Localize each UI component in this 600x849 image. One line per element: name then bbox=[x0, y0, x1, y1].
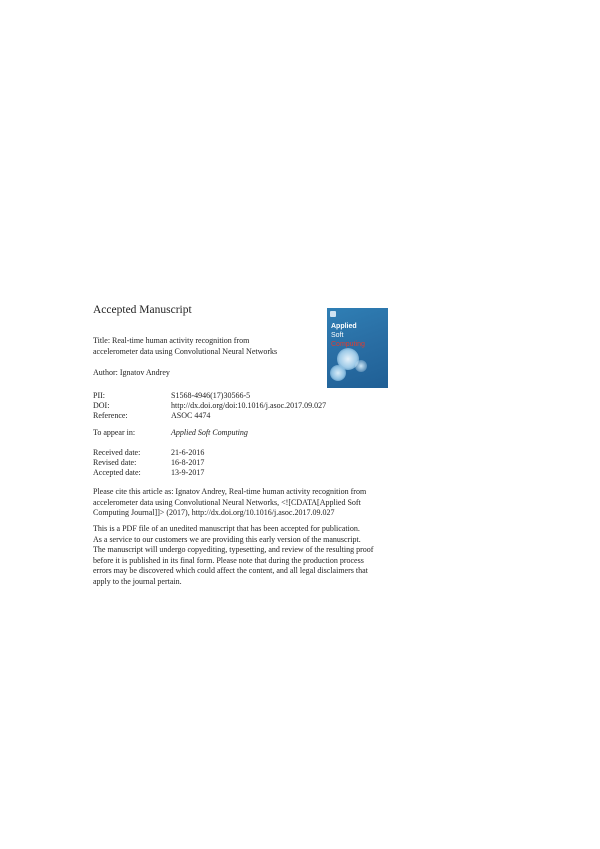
identifier-label: PII: bbox=[93, 391, 105, 400]
date-row bbox=[93, 458, 393, 468]
identifier-value: ASOC 4474 bbox=[171, 411, 211, 420]
identifier-label: Reference: bbox=[93, 411, 128, 420]
citation-line: Computing Journal]]> (2017), http://dx.doi.org/10.1016/j.asoc.2017.09.027 bbox=[93, 508, 335, 518]
identifier-row bbox=[93, 401, 393, 411]
cover-decoration bbox=[355, 360, 367, 372]
journal-name: Applied Soft Computing bbox=[171, 428, 248, 437]
notice-line: errors may be discovered which could affect the content, and all legal disclaimers that bbox=[93, 566, 368, 576]
article-title-line: accelerometer data using Convolutional Neural Networks bbox=[93, 346, 278, 356]
date-label: Received date: bbox=[93, 448, 141, 457]
date-row bbox=[93, 468, 393, 478]
identifier-row bbox=[93, 411, 393, 421]
article-author: Author: Ignatov Andrey bbox=[93, 368, 170, 377]
date-value: 21-6-2016 bbox=[171, 448, 205, 457]
date-label: Revised date: bbox=[93, 458, 137, 467]
cover-decoration bbox=[330, 365, 346, 381]
identifier-list bbox=[93, 391, 393, 421]
journal-cover-image bbox=[327, 308, 388, 388]
appear-label: To appear in: bbox=[93, 428, 136, 437]
appear-in bbox=[93, 428, 393, 438]
citation-line: Please cite this article as: Ignatov Andrey, Real-time human activity recognition from bbox=[93, 487, 367, 496]
notice-line: before it is published in its final form. Please note that during the production process bbox=[93, 555, 364, 565]
appear-row bbox=[93, 428, 393, 438]
publisher-logo-icon bbox=[330, 311, 336, 317]
date-list bbox=[93, 448, 393, 478]
citation-paragraph bbox=[93, 487, 388, 519]
date-label: Accepted date: bbox=[93, 468, 141, 477]
notice-line: apply to the journal pertain. bbox=[93, 576, 182, 586]
page-title: Accepted Manuscript bbox=[93, 304, 192, 316]
citation-line: accelerometer data using Convolutional Neural Networks, <![CDATA[Applied Soft bbox=[93, 497, 361, 507]
date-value: 13-9-2017 bbox=[171, 468, 205, 477]
identifier-label: DOI: bbox=[93, 401, 110, 410]
date-value: 16-8-2017 bbox=[171, 458, 205, 467]
notice-line: This is a PDF file of an unedited manuscript that has been accepted for publication. bbox=[93, 524, 360, 533]
cover-word: Soft bbox=[331, 332, 344, 339]
identifier-value: S1568-4946(17)30566-5 bbox=[171, 391, 251, 400]
cover-word: Applied bbox=[331, 323, 357, 330]
doi-link[interactable]: http://dx.doi.org/doi:10.1016/j.asoc.2017.09.027 bbox=[171, 401, 327, 410]
notice-line: As a service to our customers we are providing this early version of the manuscript. bbox=[93, 534, 361, 544]
article-title bbox=[93, 336, 298, 357]
date-row bbox=[93, 448, 393, 458]
cover-word: Computing bbox=[331, 341, 365, 348]
notice-line: The manuscript will undergo copyediting, typesetting, and review of the resulting proof bbox=[93, 545, 374, 555]
notice-paragraph bbox=[93, 524, 388, 588]
article-title-line: Title: Real-time human activity recognition from bbox=[93, 336, 250, 345]
identifier-row bbox=[93, 391, 393, 401]
